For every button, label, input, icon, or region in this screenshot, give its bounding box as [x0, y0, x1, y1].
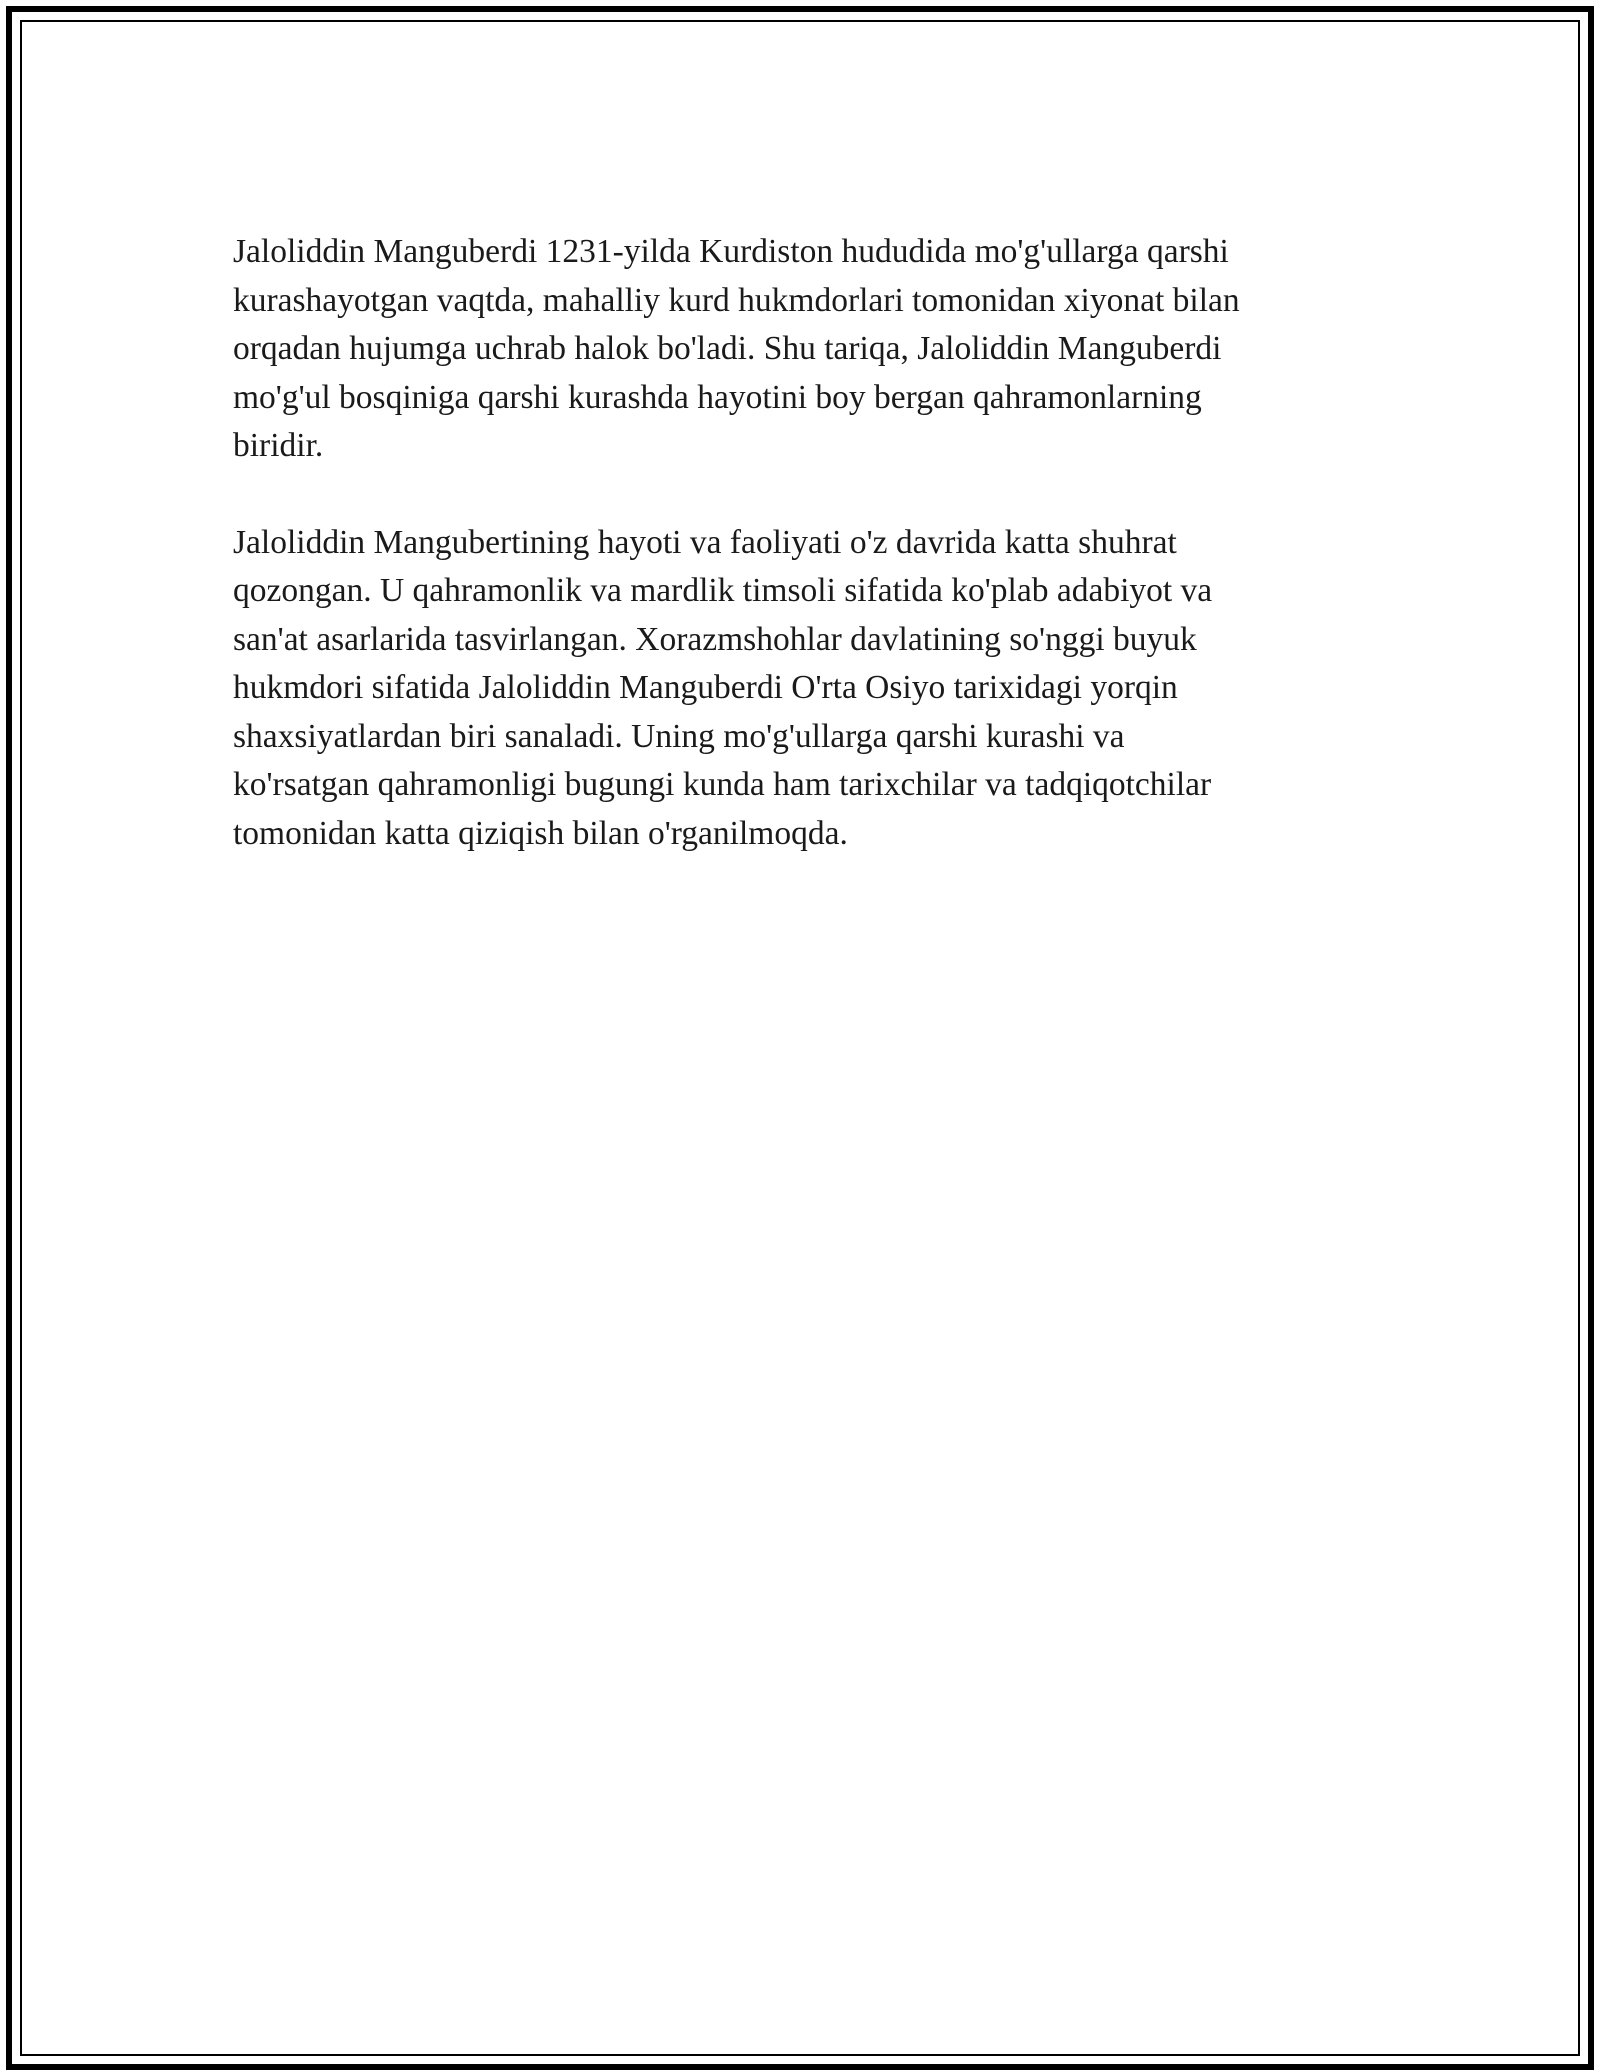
text-line: mo'g'ul bosqiniga qarshi kurashda hayotini boy bergan qahramonlarning: [233, 378, 1202, 416]
text-line: biridir.: [233, 427, 324, 464]
paragraph-1: [233, 228, 1363, 471]
text-line: ko'rsatgan qahramonligi bugungi kunda ham tarixchilar va tadqiqotchilar: [233, 766, 1212, 803]
text-line: tomonidan katta qiziqish bilan o'rganilmoqda.: [233, 814, 848, 852]
text-line: san'at asarlarida tasvirlangan. Xorazmshohlar davlatining so'nggi buyuk: [233, 620, 1197, 658]
text-line: shaxsiyatlardan biri sanaladi. Uning mo'g'ullarga qarshi kurashi va: [233, 717, 1125, 755]
paragraph-2: [233, 519, 1363, 859]
text-line: Jaloliddin Mangubertining hayoti va faoliyati o'z davrida katta shuhrat: [233, 523, 1177, 561]
text-line: Jaloliddin Manguberdi 1231-yilda Kurdiston hududida mo'g'ullarga qarshi: [233, 233, 1229, 270]
text-line: hukmdori sifatida Jaloliddin Manguberdi O'rta Osiyo tarixidagi yorqin: [233, 669, 1178, 706]
text-line: orqadan hujumga uchrab halok bo'ladi. Shu tariqa, Jaloliddin Manguberdi: [233, 330, 1222, 367]
text-line: qozongan. U qahramonlik va mardlik timsoli sifatida ko'plab adabiyot va: [233, 572, 1213, 609]
document-body: [233, 228, 1363, 906]
text-line: kurashayotgan vaqtda, mahalliy kurd hukmdorlari tomonidan xiyonat bilan: [233, 281, 1240, 319]
